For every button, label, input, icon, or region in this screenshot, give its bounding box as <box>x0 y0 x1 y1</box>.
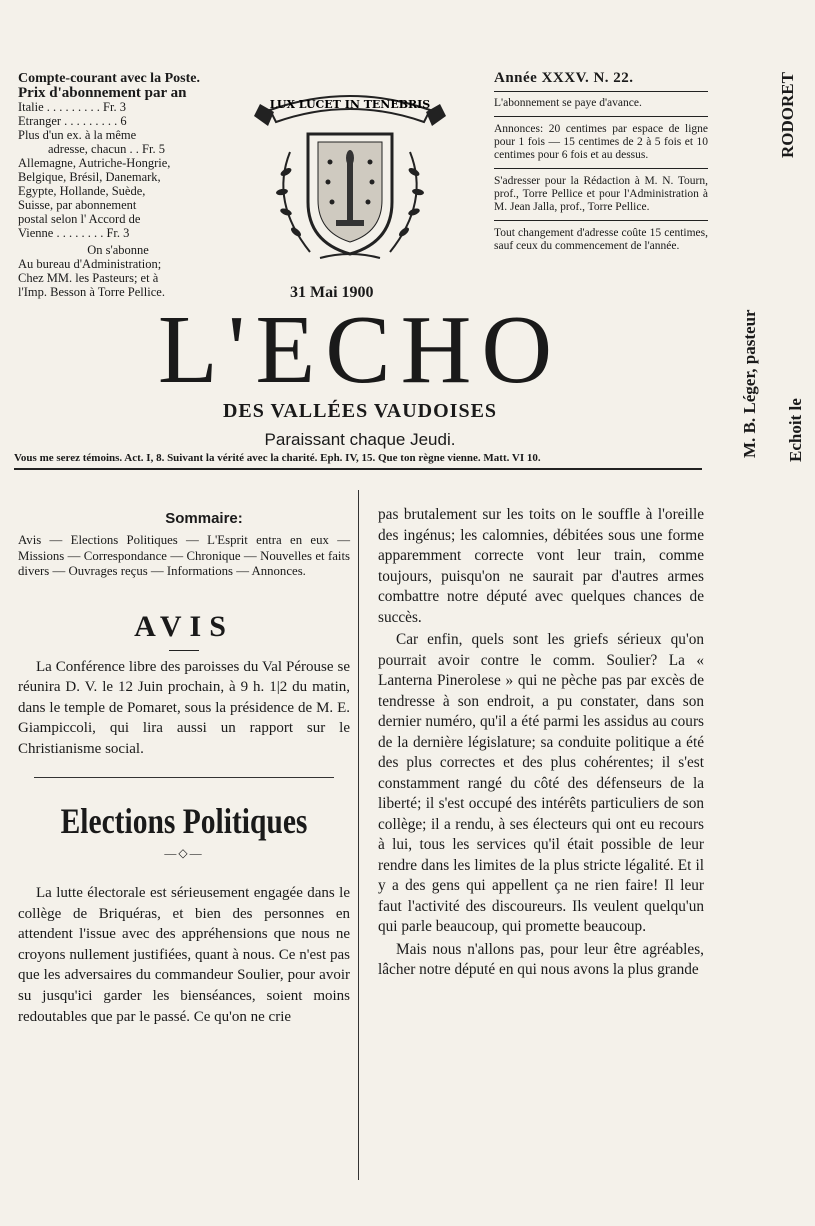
recipient-parish: RODORET <box>778 72 797 158</box>
rate-line: Italie . . . . . . . . . Fr. 3 <box>18 100 126 114</box>
subscription-heading: Prix d'abonnement par an <box>18 85 187 101</box>
rate-line: Etranger . . . . . . . . . 6 <box>18 114 127 128</box>
notice-title: AVIS <box>134 609 234 643</box>
rate-line: Plus d'un ex. à la même <box>18 128 137 142</box>
rate-line: Belgique, Brésil, Danemark, <box>18 170 161 184</box>
rate-line: Vienne . . . . . . . . Fr. 3 <box>18 226 130 240</box>
summary-text: Avis — Elections Politiques — L'Esprit entra en eux — Missions — Correspondance — Chronique — Nouvelles et faits divers — Ouvrages reçus — Informations — Annonces. <box>18 533 350 578</box>
subscribe-line: l'Imp. Besson à Torre Pellice. <box>18 285 165 299</box>
subscribe-line: Chez MM. les Pasteurs; et à <box>18 271 159 285</box>
rate-line: Egypte, Hollande, Suède, <box>18 184 146 198</box>
subscribe-line: Au bureau d'Administration; <box>18 257 162 271</box>
newspaper-subtitle: DES VALLÉES VAUDOISES <box>222 400 498 422</box>
postal-account: Compte-courant avec la Poste. <box>18 71 200 86</box>
contact-addresses: S'adresser pour la Rédaction à M. N. Tourn, prof., Torre Pellice et pour l'Administration à M. Jean Jalla, prof., Torre Pellice. <box>494 175 708 213</box>
rate-line: postal selon l' Accord de <box>18 212 141 226</box>
subscription-info <box>18 72 218 299</box>
rate-line: adresse, chacun . . Fr. 5 <box>48 142 165 156</box>
notice-rule <box>169 650 199 651</box>
article-paragraph: Mais nous n'allons pas, pour leur être agréables, lâcher notre député en qui nous avons la plus grande <box>378 940 704 978</box>
issue-info <box>494 72 708 253</box>
publication-frequency: Paraissant chaque Jeudi. <box>264 430 456 449</box>
section-divider <box>34 777 334 778</box>
advert-rates: Annonces: 20 centimes par espace de ligne pour 1 fois — 15 centimes de 2 à 5 fois et 10 centimes pour 6 fois et au dessus. <box>494 123 708 161</box>
rate-line: Suisse, par abonnement <box>18 198 137 212</box>
left-column <box>18 510 350 1027</box>
due-date-label: Echoit le <box>786 398 805 462</box>
right-column <box>378 505 704 981</box>
rate-line: Allemagne, Autriche-Hongrie, <box>18 156 171 170</box>
column-divider <box>358 490 359 1180</box>
address-change-note: Tout changement d'adresse coûte 15 centimes, sauf ceux du commencement de l'année. <box>494 227 708 252</box>
subscription-rates <box>18 100 218 240</box>
issue-date: 31 Mai 1900 <box>290 284 374 301</box>
article-title: Elections Politiques <box>60 801 308 841</box>
notice-text: La Conférence libre des paroisses du Val Pérouse se réunira D. V. le 12 Juin prochain, à 9 h. 1|2 du matin, dans le temple de Pomaret, sous la présidence de M. E. Giampiccoli, qui lira aussi un rapport sur le Christianisme social. <box>18 658 350 757</box>
article-paragraph: Car enfin, quels sont les griefs sérieux qu'on pourrait avoir contre le comm. Soulier? La « Lanterna Pinerolese » qui ne pèche pas par excès de tendresse à son endroit, a pu constater, dans son dernier numéro, qu'il a été parmi les assidus au cours de la dernière législature; sa conduite politique a été des plus correctes et des plus cohérentes; il s'est constamment rangé du côté des défenseurs de la liberté; il s'est occupé des intérêts particuliers de son collège; il a rendu, à ses électeurs qui ont eu recours à lui, tous les services qu'il était possible de leur rendre dans les limites de la plus stricte légalité. Et il y a des gens qui appellent ça ne rien faire! Il leur faut l'activité des discoureurs. Ils veulent quelqu'un qui parle beaucoup, qui promette beaucoup. <box>378 631 704 935</box>
emblem-motto: LUX LUCET IN TENEBRIS <box>269 98 431 111</box>
payment-note: L'abonnement se paye d'avance. <box>494 97 642 109</box>
subscribe-heading: On s'abonne <box>87 243 149 257</box>
recipient-name: M. B. Léger, pasteur <box>740 309 759 458</box>
title-ornament: —◇— <box>164 846 204 860</box>
issue-number: Année XXXV. N. 22. <box>494 70 634 86</box>
article-paragraph: pas brutalement sur les toits on le souffle à l'oreille des ingénus; les calomnies, débitées sous une forme apparemment correcte vont leur train, comme toujours, puisqu'on ne saurait par d'autres armes combattre notre député avec quelques chances de succès. <box>378 506 704 626</box>
masthead-divider <box>14 468 702 470</box>
emblem-seal <box>250 82 450 272</box>
newspaper-title: L'ECHO <box>157 296 563 404</box>
summary-title: Sommaire: <box>165 510 243 527</box>
article-paragraph: La lutte électorale est sérieusement engagée dans le collège de Briquéras, et bien des personnes en attendent l'issue avec des appréhensions que nous ne croyons nullement justifiées, quant à nous. Ce n'est pas que les adversaires du commandeur Soulier, pour avoir su jusqu'ici garder les bienséances, soient moins redoutables que par le passé. Ce qu'on ne crie <box>18 885 350 1025</box>
masthead-motto: Vous me serez témoins. Act. I, 8. Suivant la vérité avec la charité. Eph. IV, 15. Que ton règne vienne. Matt. VI 10. <box>14 452 541 464</box>
